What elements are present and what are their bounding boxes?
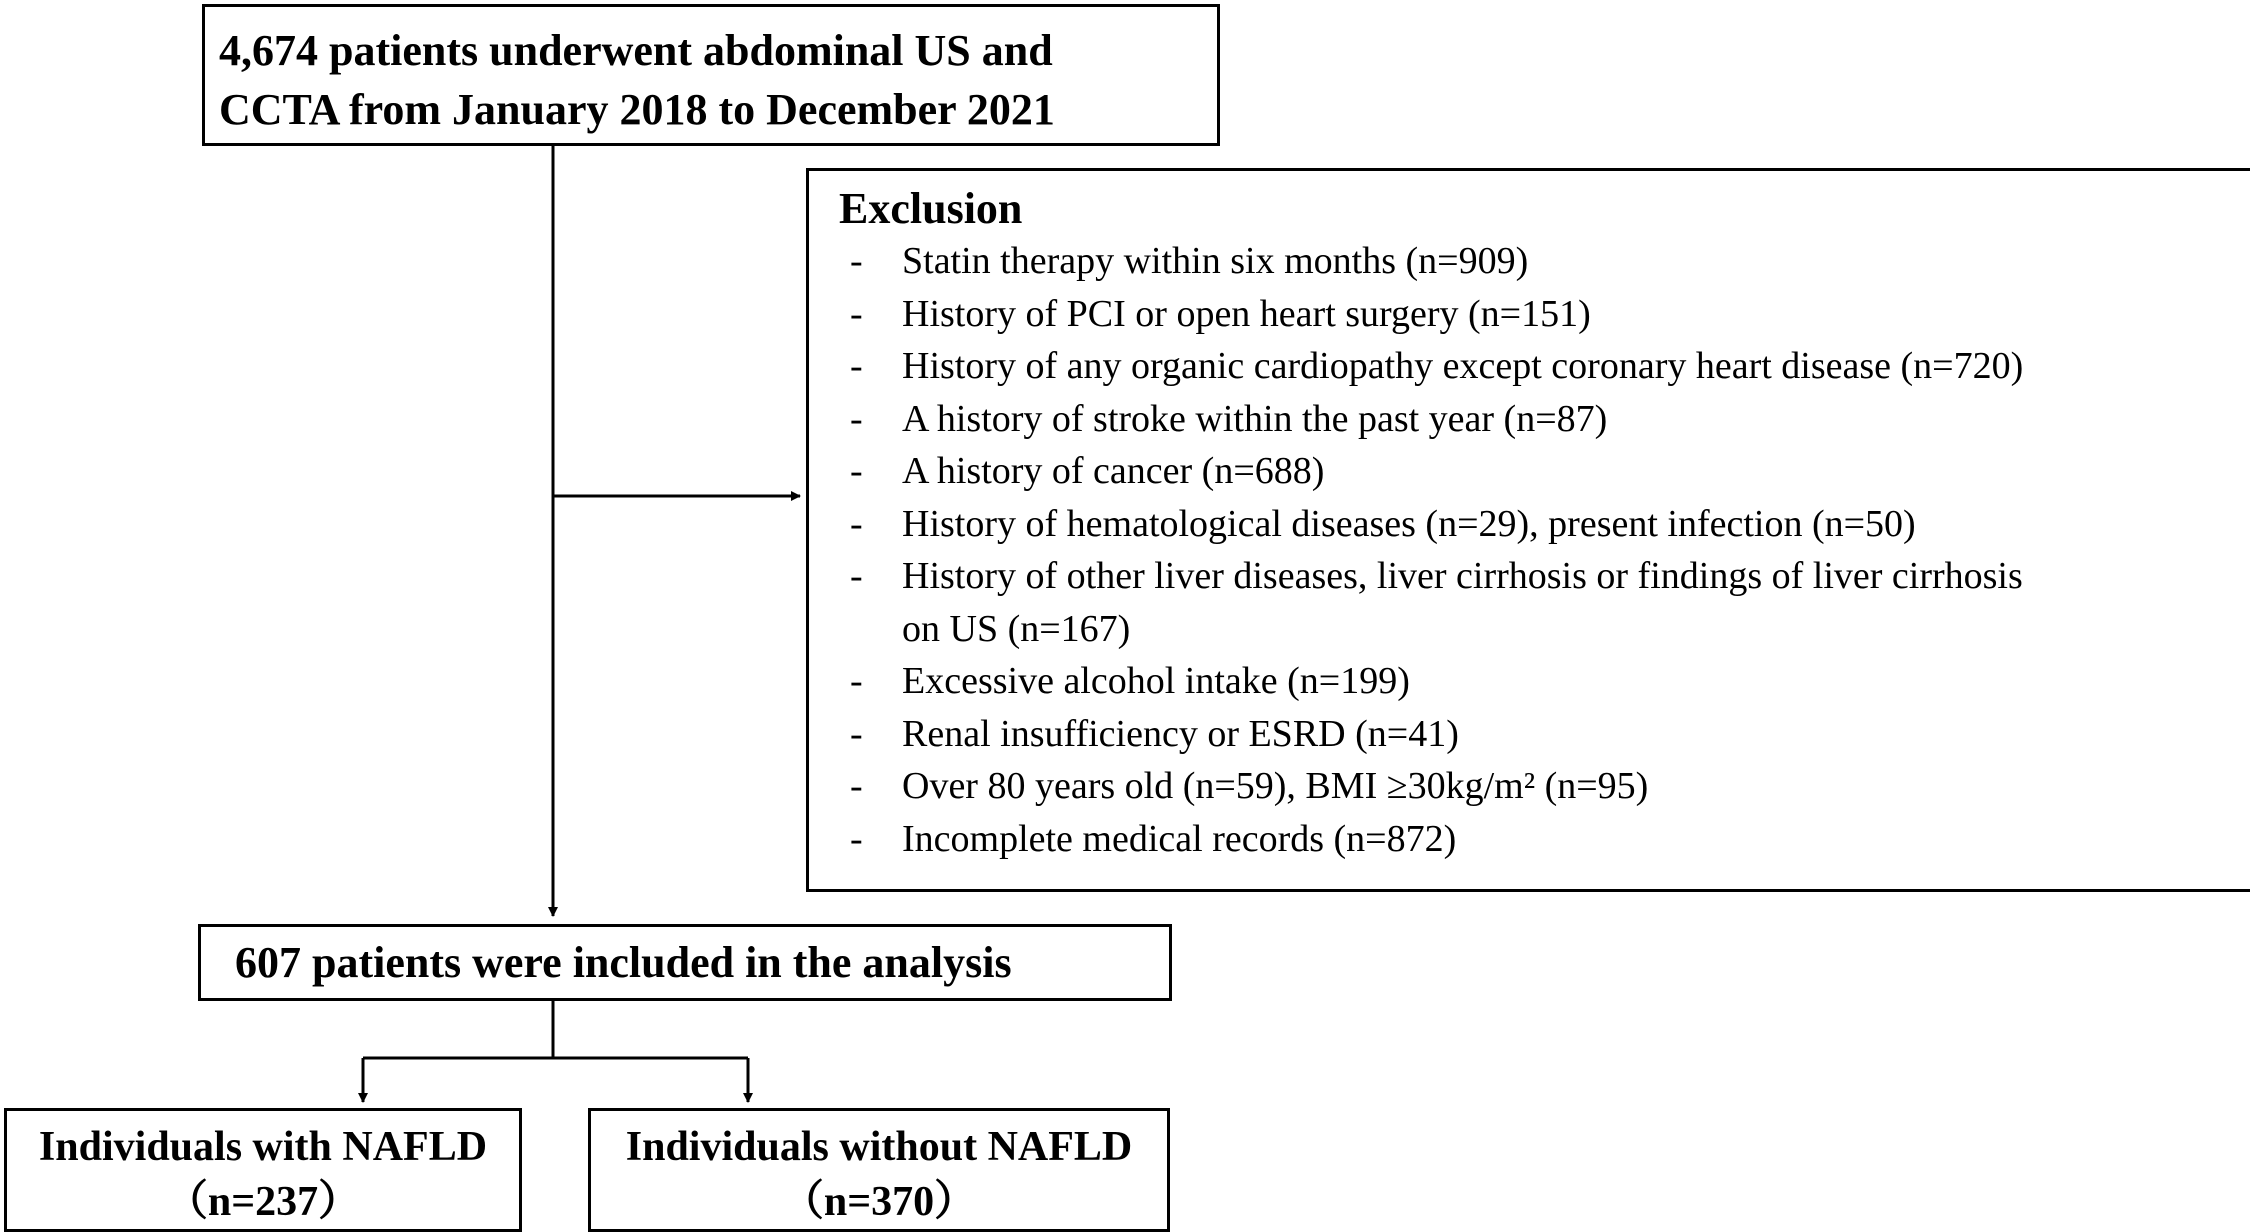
- start-line-2: CCTA from January 2018 to December 2021: [219, 85, 1055, 134]
- exclusion-title: Exclusion: [839, 184, 1023, 233]
- exclusion-item: [839, 393, 2250, 446]
- exclusion-item: [839, 498, 2250, 551]
- included-text: 607 patients were included in the analysis: [235, 938, 1012, 987]
- no-nafld-group-count: （n=370）: [781, 1179, 977, 1225]
- no-nafld-group-label: Individuals without NAFLD: [625, 1124, 1133, 1170]
- exclusion-item-text: Renal insufficiency or ESRD (n=41): [902, 712, 1459, 755]
- nafld-group-count: （n=237）: [165, 1179, 361, 1225]
- exclusion-item: [839, 760, 2250, 813]
- exclusion-item: [839, 550, 2250, 655]
- nafld-group-label: Individuals with NAFLD: [38, 1124, 488, 1170]
- bullet-dash: -: [850, 240, 863, 282]
- bullet-dash: -: [850, 555, 863, 597]
- exclusion-item: [839, 235, 2250, 288]
- exclusion-item: [839, 445, 2250, 498]
- bullet-dash: -: [850, 660, 863, 702]
- exclusion-item-text: A history of stroke within the past year (n=87): [902, 397, 1608, 440]
- bullet-dash: -: [850, 292, 863, 335]
- bullet-dash: -: [850, 502, 863, 545]
- exclusion-item-text: History of hematological diseases (n=29), present infection (n=50): [902, 502, 1916, 545]
- exclusion-item-text: Over 80 years old (n=59), BMI ≥30kg/m² (n=95): [902, 765, 1649, 807]
- exclusion-item-text: History of other liver diseases, liver cirrhosis or findings of liver cirrhosis: [902, 555, 2023, 597]
- bullet-dash: -: [850, 450, 863, 492]
- exclusion-item-text: History of any organic cardiopathy except coronary heart disease (n=720): [902, 345, 2024, 387]
- nafld-group-box: [4, 1108, 522, 1232]
- bullet-dash: -: [850, 397, 863, 440]
- exclusion-item-text: Statin therapy within six months (n=909): [902, 240, 1529, 282]
- start-line-1: 4,674 patients underwent abdominal US and: [219, 26, 1053, 75]
- start-population-box: [202, 4, 1220, 146]
- bullet-dash: -: [850, 765, 863, 807]
- bullet-dash: -: [850, 817, 863, 860]
- exclusion-item: [839, 708, 2250, 761]
- exclusion-list: [839, 235, 2250, 865]
- exclusion-item: [839, 340, 2250, 393]
- exclusion-item-text: History of PCI or open heart surgery (n=151): [902, 292, 1591, 335]
- no-nafld-group-box: [588, 1108, 1170, 1232]
- bullet-dash: -: [850, 712, 863, 755]
- exclusion-item: [839, 813, 2250, 866]
- included-population-box: [198, 924, 1172, 1001]
- exclusion-box: [806, 168, 2250, 892]
- exclusion-item: [839, 288, 2250, 341]
- exclusion-item-continuation: on US (n=167): [902, 607, 1131, 650]
- exclusion-item-text: Incomplete medical records (n=872): [902, 817, 1457, 860]
- exclusion-item: [839, 655, 2250, 708]
- bullet-dash: -: [850, 345, 863, 387]
- exclusion-item-text: Excessive alcohol intake (n=199): [902, 660, 1410, 702]
- exclusion-item-text: A history of cancer (n=688): [902, 450, 1325, 492]
